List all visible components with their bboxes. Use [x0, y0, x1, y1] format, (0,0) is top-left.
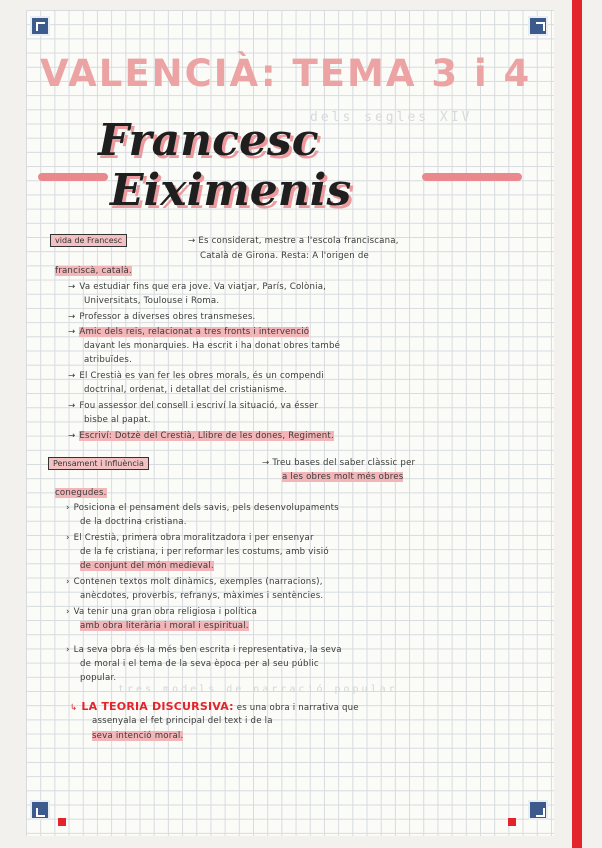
text-line: Català de Girona. Resta: A l'origen de [200, 251, 370, 261]
text-line: → Es considerat, mestre a l'escola franciscana, [188, 236, 399, 246]
corner-marker-icon [528, 800, 548, 820]
list-item: popular. [80, 673, 117, 683]
list-item: doctrinal, ordenat, i detallat del cristianisme. [84, 385, 288, 395]
text-line: → Treu bases del saber clàssic per [262, 458, 416, 468]
name-first: Francesc [98, 115, 319, 166]
list-item: → Professor a diverses obres transmeses. [68, 312, 256, 322]
list-item: → Escriví: Dotzè del Crestià, Llibre de les dones, Regiment. [68, 431, 334, 441]
text-line: conegudes. [55, 488, 107, 498]
list-item: amb obra literària i moral i espiritual. [80, 621, 249, 631]
text-line: franciscà, català. [55, 266, 132, 276]
list-item: de la fe cristiana, i per reformar les costums, amb visió [80, 547, 329, 557]
corner-marker-icon [528, 16, 548, 36]
list-item: → El Crestià es van fer les obres morals, és un compendi [68, 371, 324, 381]
list-item: de moral i el tema de la seva època per al seu públic [80, 659, 319, 669]
name-last: Eiximenis [110, 165, 352, 216]
section-label-pensament: Pensament i Influència [48, 457, 149, 470]
text-line: a les obres molt més obres [282, 472, 404, 482]
heading-name [30, 115, 530, 223]
section-label-vida: vida de Francesc [50, 234, 127, 247]
red-marker [508, 818, 516, 826]
page-title: VALENCIÀ: TEMA 3 i 4 [40, 52, 532, 95]
list-item: › Va tenir una gran obra religiosa i política [66, 607, 258, 617]
list-item: → Va estudiar fins que era jove. Va viatjar, París, Colònia, [68, 282, 327, 292]
list-item: Universitats, Toulouse i Roma. [84, 296, 220, 306]
bleed-through-text: tres models de narració popular [118, 684, 398, 695]
list-item: › La seva obra és la més ben escrita i representativa, la seva [66, 645, 342, 655]
list-item: atribuïdes. [84, 355, 132, 365]
corner-marker-icon [30, 800, 50, 820]
teoria-heading: LA TEORIA DISCURSIVA: [81, 700, 234, 713]
list-item: de conjunt del món medieval. [80, 561, 214, 571]
list-item: anècdotes, proverbis, refranys, màximes i sentències. [80, 591, 324, 601]
teoria-line: seva intenció moral. [92, 731, 184, 741]
teoria-line: ↳ LA TEORIA DISCURSIVA: es una obra i narrativa que [70, 700, 359, 713]
red-margin-strip [572, 0, 582, 848]
list-item: de la doctrina cristiana. [80, 517, 187, 527]
list-item: › Contenen textos molt dinàmics, exemples (narracions), [66, 577, 323, 587]
bleed-through-text: dels segles XIV [310, 110, 473, 125]
list-item: → Amic dels reis, relacionat a tres fronts i intervenció [68, 327, 310, 337]
red-marker [58, 818, 66, 826]
list-item: › El Crestià, primera obra moralitzadora i per ensenyar [66, 533, 314, 543]
decorative-swash [38, 173, 108, 181]
list-item: › Posiciona el pensament dels savis, pels desenvolupaments [66, 503, 339, 513]
list-item: → Fou assessor del consell i escriví la situació, va ésser [68, 401, 319, 411]
decorative-swash [422, 173, 522, 181]
teoria-line: assenyala el fet principal del text i de la [92, 716, 273, 726]
corner-marker-icon [30, 16, 50, 36]
list-item: bisbe al papat. [84, 415, 151, 425]
list-item: davant les monarquies. Ha escrit i ha donat obres també [84, 341, 341, 351]
